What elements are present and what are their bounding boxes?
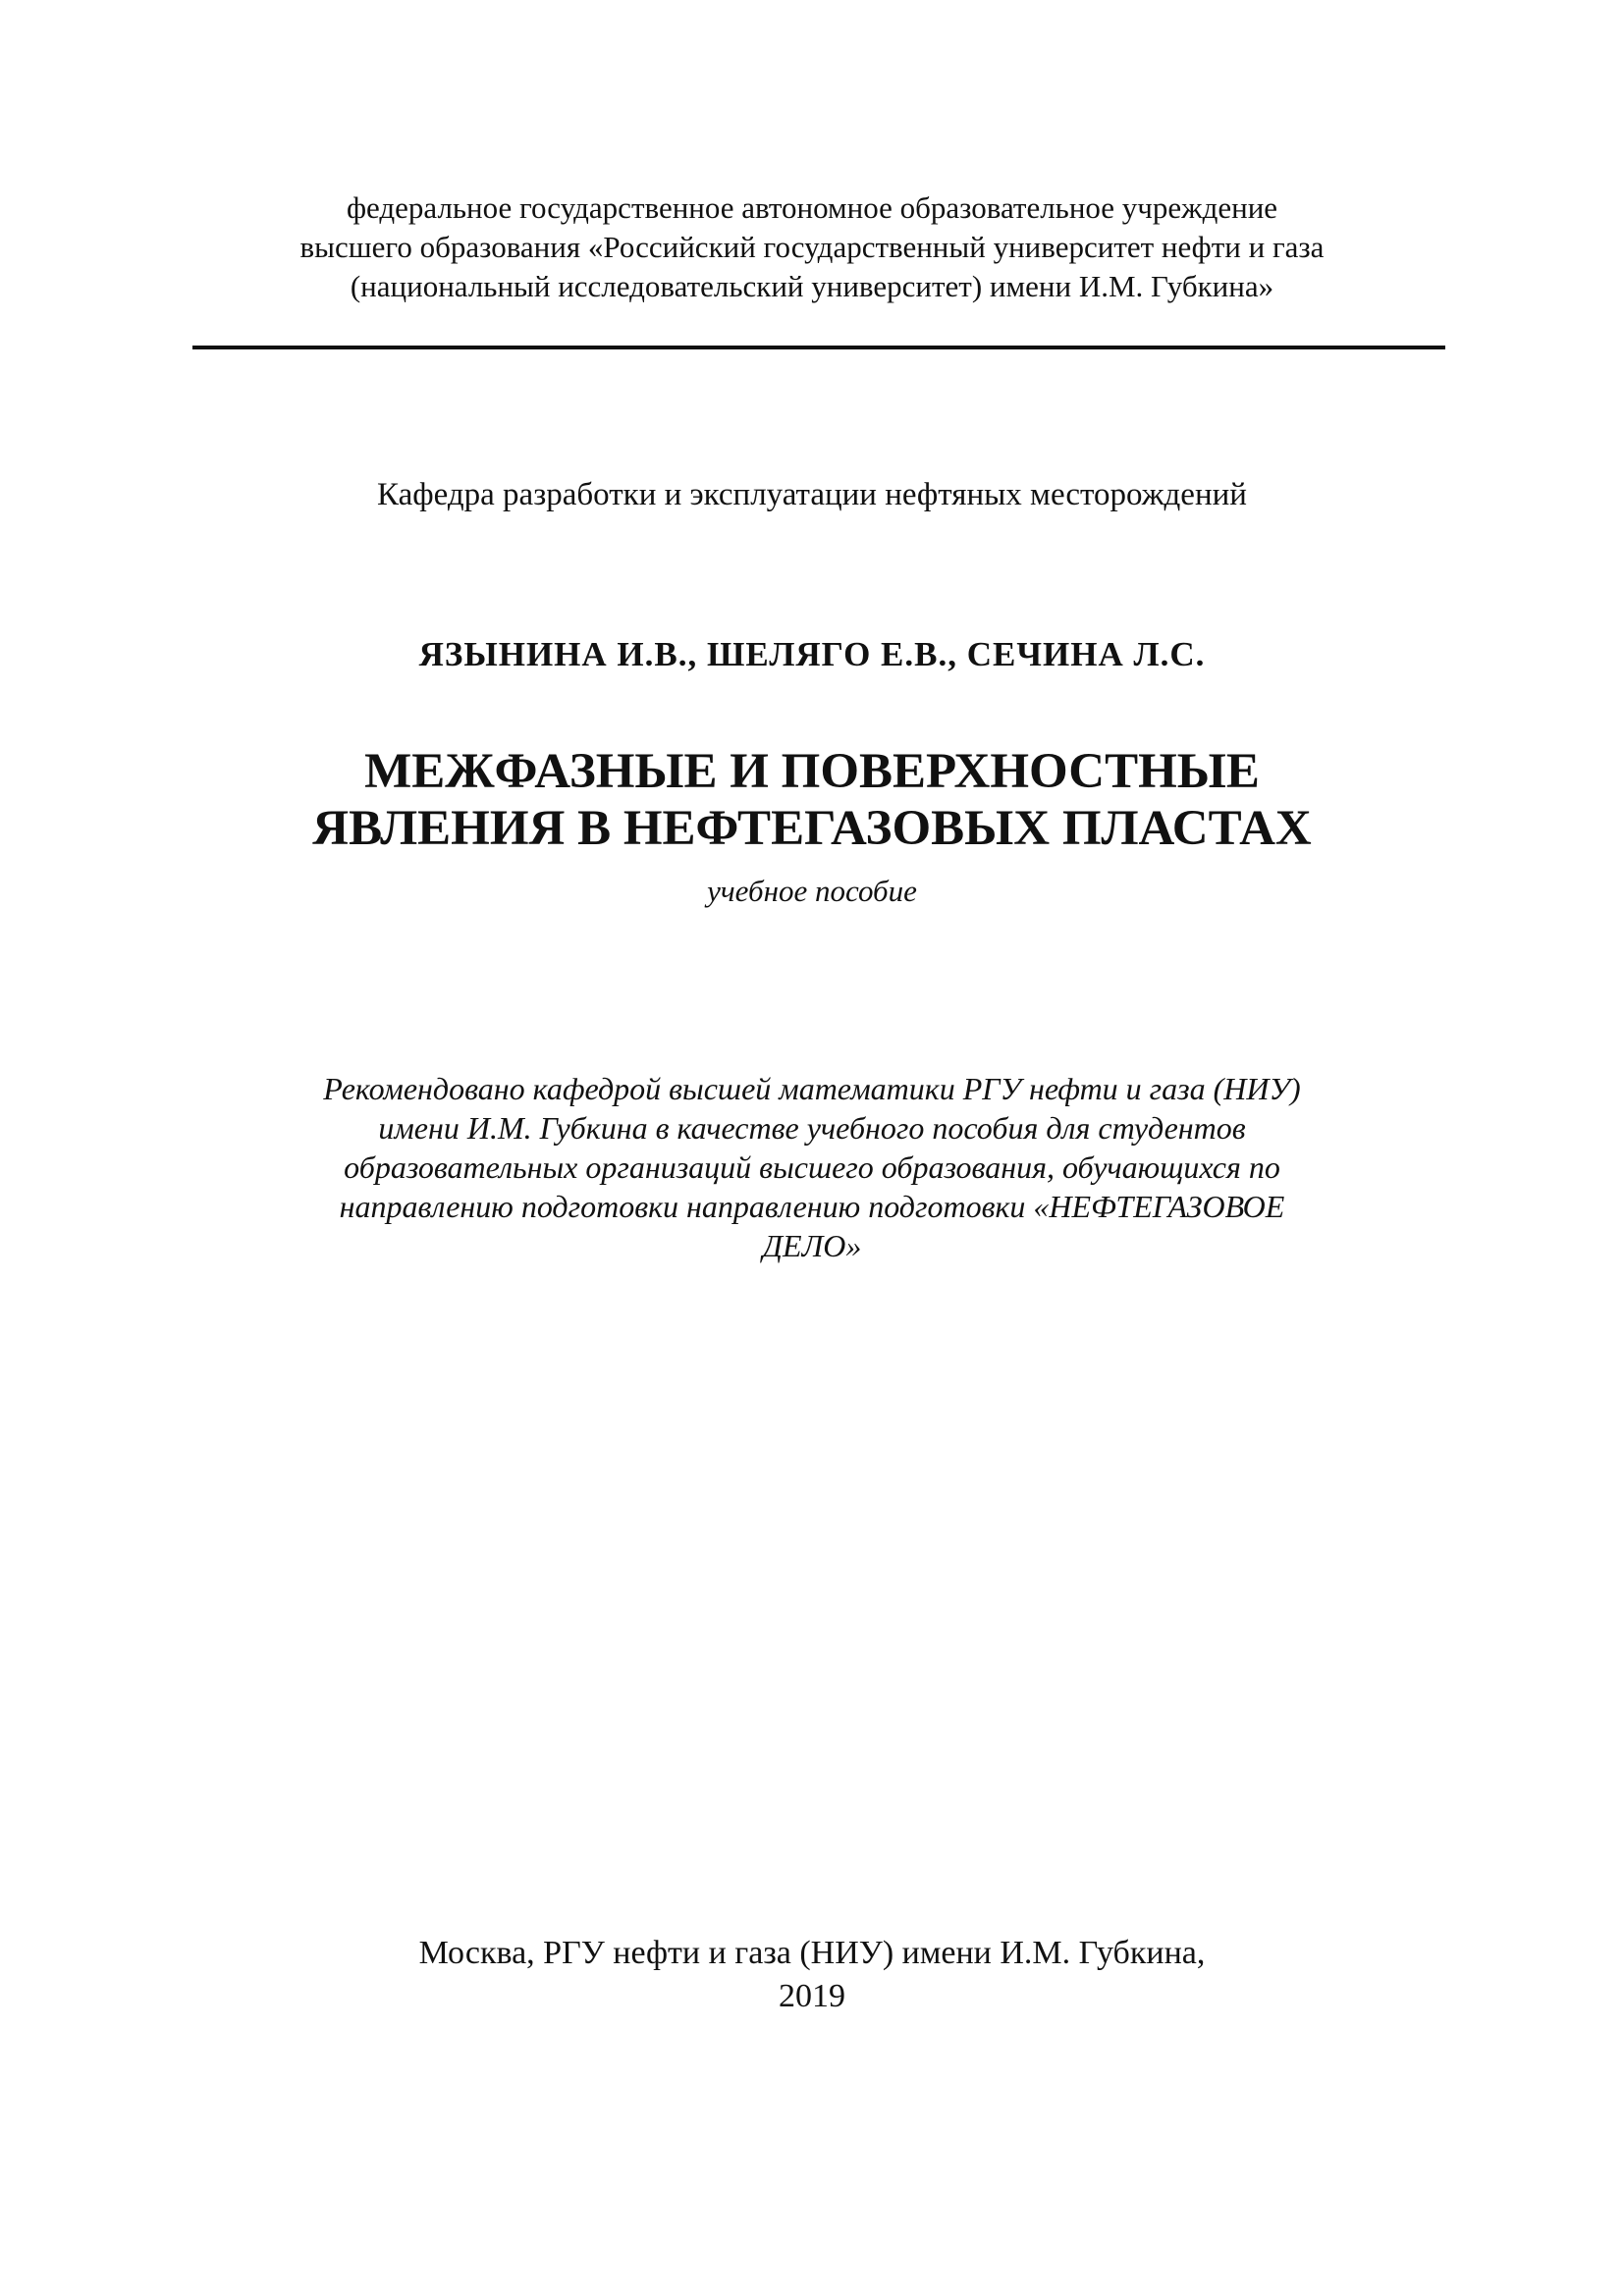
recommendation-line: образовательных организаций высшего образования, обучающихся по — [344, 1149, 1280, 1185]
institution-line: (национальный исследовательский университет) имени И.М. Губкина» — [350, 269, 1274, 303]
title-line: МЕЖФАЗНЫЕ И ПОВЕРХНОСТНЫЕ — [364, 744, 1260, 799]
authors: ЯЗЫНИНА И.В., ШЕЛЯГО Е.В., СЕЧИНА Л.С. — [418, 635, 1206, 673]
recommendation-line: Рекомендовано кафедрой высшей математики РГУ нефти и газа (НИУ) — [323, 1071, 1301, 1106]
document-title — [0, 743, 1624, 857]
header-divider — [192, 346, 1445, 349]
imprint-year: 2019 — [779, 1978, 845, 2014]
recommendation-line: направлению подготовки направлению подготовки «НЕФТЕГАЗОВОЕ — [339, 1189, 1285, 1224]
imprint — [0, 1932, 1624, 2018]
institution-line: высшего образования «Российский государственный университет нефти и газа — [299, 230, 1325, 264]
recommendation-line: имени И.М. Губкина в качестве учебного пособия для студентов — [378, 1110, 1246, 1146]
department-name: Кафедра разработки и эксплуатации нефтяных месторождений — [377, 477, 1247, 512]
recommendation-note — [0, 1069, 1624, 1265]
recommendation-line: ДЕЛО» — [762, 1228, 862, 1263]
institution-line: федеральное государственное автономное образовательное учреждение — [346, 190, 1278, 225]
title-line: ЯВЛЕНИЯ В НЕФТЕГАЗОВЫХ ПЛАСТАХ — [312, 801, 1312, 856]
document-subtitle: учебное пособие — [707, 874, 917, 908]
institution-header — [0, 188, 1624, 306]
imprint-place-publisher: Москва, РГУ нефти и газа (НИУ) имени И.М. Губкина, — [418, 1935, 1206, 1971]
